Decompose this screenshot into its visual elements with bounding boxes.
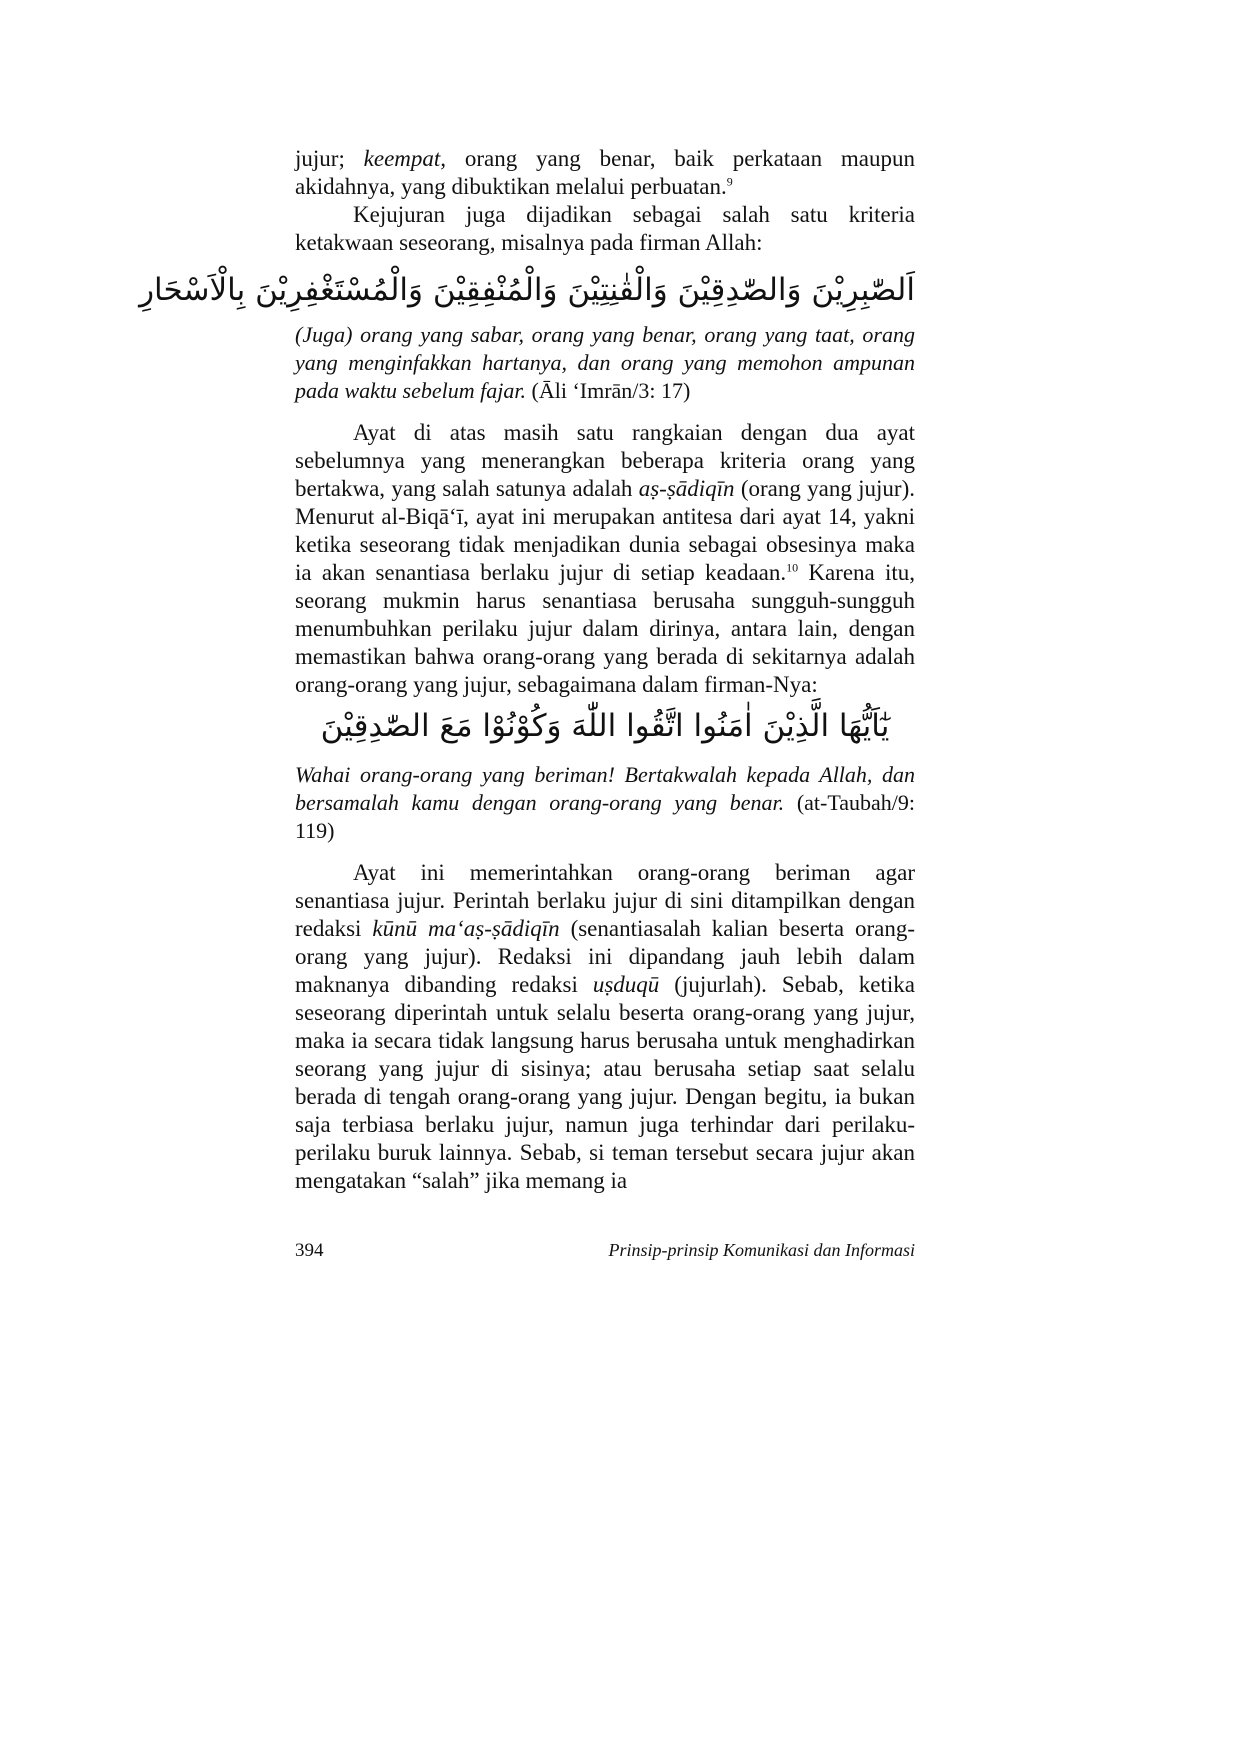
paragraph-4 — [295, 859, 915, 1195]
translation-text: (Juga) orang yang sabar, orang yang benar, orang yang taat, orang yang menginfakkan hartanya, dan orang yang memohon ampunan pada waktu sebelum fajar. — [295, 322, 915, 403]
verse-reference: (Āli ‘Imrān/3: 17) — [526, 378, 691, 403]
page-footer — [295, 1240, 915, 1262]
arabic-verse-2: يٰٓاَيُّهَا الَّذِيْنَ اٰمَنُوا اتَّقُوا اللّٰهَ وَكُوْنُوْا مَعَ الصّٰدِقِيْنَ — [320, 708, 890, 744]
text: (jujurlah). Sebab, ketika seseorang diperintah untuk selalu beserta orang-orang yang jujur, maka ia secara tidak langsung harus berusaha untuk menghadirkan seorang yang jujur di sisinya; atau berusaha setiap saat selalu berada di tengah orang-orang yang jujur. Dengan begitu, ia bukan saja terbiasa berlaku jujur, namun juga terhindar dari perilaku-perilaku buruk lainnya. Sebab, si teman tersebut secara jujur akan mengatakan “salah” jika memang ia — [295, 972, 916, 1193]
arabic-verse-1: اَلصّٰبِرِيْنَ وَالصّٰدِقِيْنَ وَالْقٰنِتِيْنَ وَالْمُنْفِقِيْنَ وَالْمُسْتَغْفِرِيْنَ بِالْاَسْحَارِ — [139, 272, 915, 308]
footnote-marker: 9 — [726, 174, 733, 189]
text-italic: aṣ-ṣādiqīn — [638, 476, 735, 501]
footnote-marker: 10 — [786, 560, 799, 575]
translation-text: Wahai orang-orang yang beriman! Bertakwalah kepada Allah, dan bersamalah kamu dengan orang-orang yang benar. — [295, 762, 915, 815]
paragraph-3 — [295, 419, 915, 699]
text: jujur; — [295, 146, 364, 171]
text: Ayat ini memerintahkan orang-orang beriman agar senantiasa jujur. Perintah berlaku jujur di sini ditampilkan dengan redaksi — [295, 860, 915, 941]
text: orang yang benar, baik perkataan maupun akidahnya, yang dibuktikan melalui perbuatan. — [295, 146, 915, 199]
text: Karena itu, seorang mukmin harus senantiasa berusaha sungguh-sungguh menumbuhkan perilaku jujur dalam dirinya, antara lain, dengan memastikan bahwa orang-orang yang berada di sekitarnya adalah orang-orang yang jujur, sebagaimana dalam firman-Nya: — [295, 560, 915, 697]
paragraph-2: Kejujuran juga dijadikan sebagai salah satu kriteria ketakwaan seseorang, misalnya pada firman Allah: — [295, 202, 915, 255]
text: Ayat di atas masih satu rangkaian dengan dua ayat sebelumnya yang menerangkan beberapa kriteria orang yang bertakwa, yang salah satunya adalah — [295, 420, 915, 501]
verse-reference: (at-Taubah/9: 119) — [295, 790, 916, 843]
text-italic: keempat, — [363, 146, 447, 171]
translation-1 — [295, 321, 915, 405]
text-italic: uṣduqū — [592, 972, 660, 997]
page-number: 394 — [295, 1240, 324, 1261]
book-title: Prinsip-prinsip Komunikasi dan Informasi — [608, 1240, 915, 1260]
text: (senantiasalah kalian beserta orang-orang yang jujur). Redaksi ini dipandang jauh lebih dalam maknanya dibanding redaksi — [295, 916, 915, 997]
page-body — [139, 145, 916, 1195]
translation-2 — [295, 761, 915, 845]
text-italic: kūnū ma‘aṣ-ṣādiqīn — [372, 916, 560, 941]
text: (orang yang jujur). Menurut al-Biqā‘ī, ayat ini merupakan antitesa dari ayat 14, yakni ketika seseorang tidak menjadikan dunia sebagai obsesinya maka ia akan senantiasa berlaku jujur di setiap keadaan. — [295, 476, 915, 585]
paragraph-1 — [295, 145, 915, 201]
